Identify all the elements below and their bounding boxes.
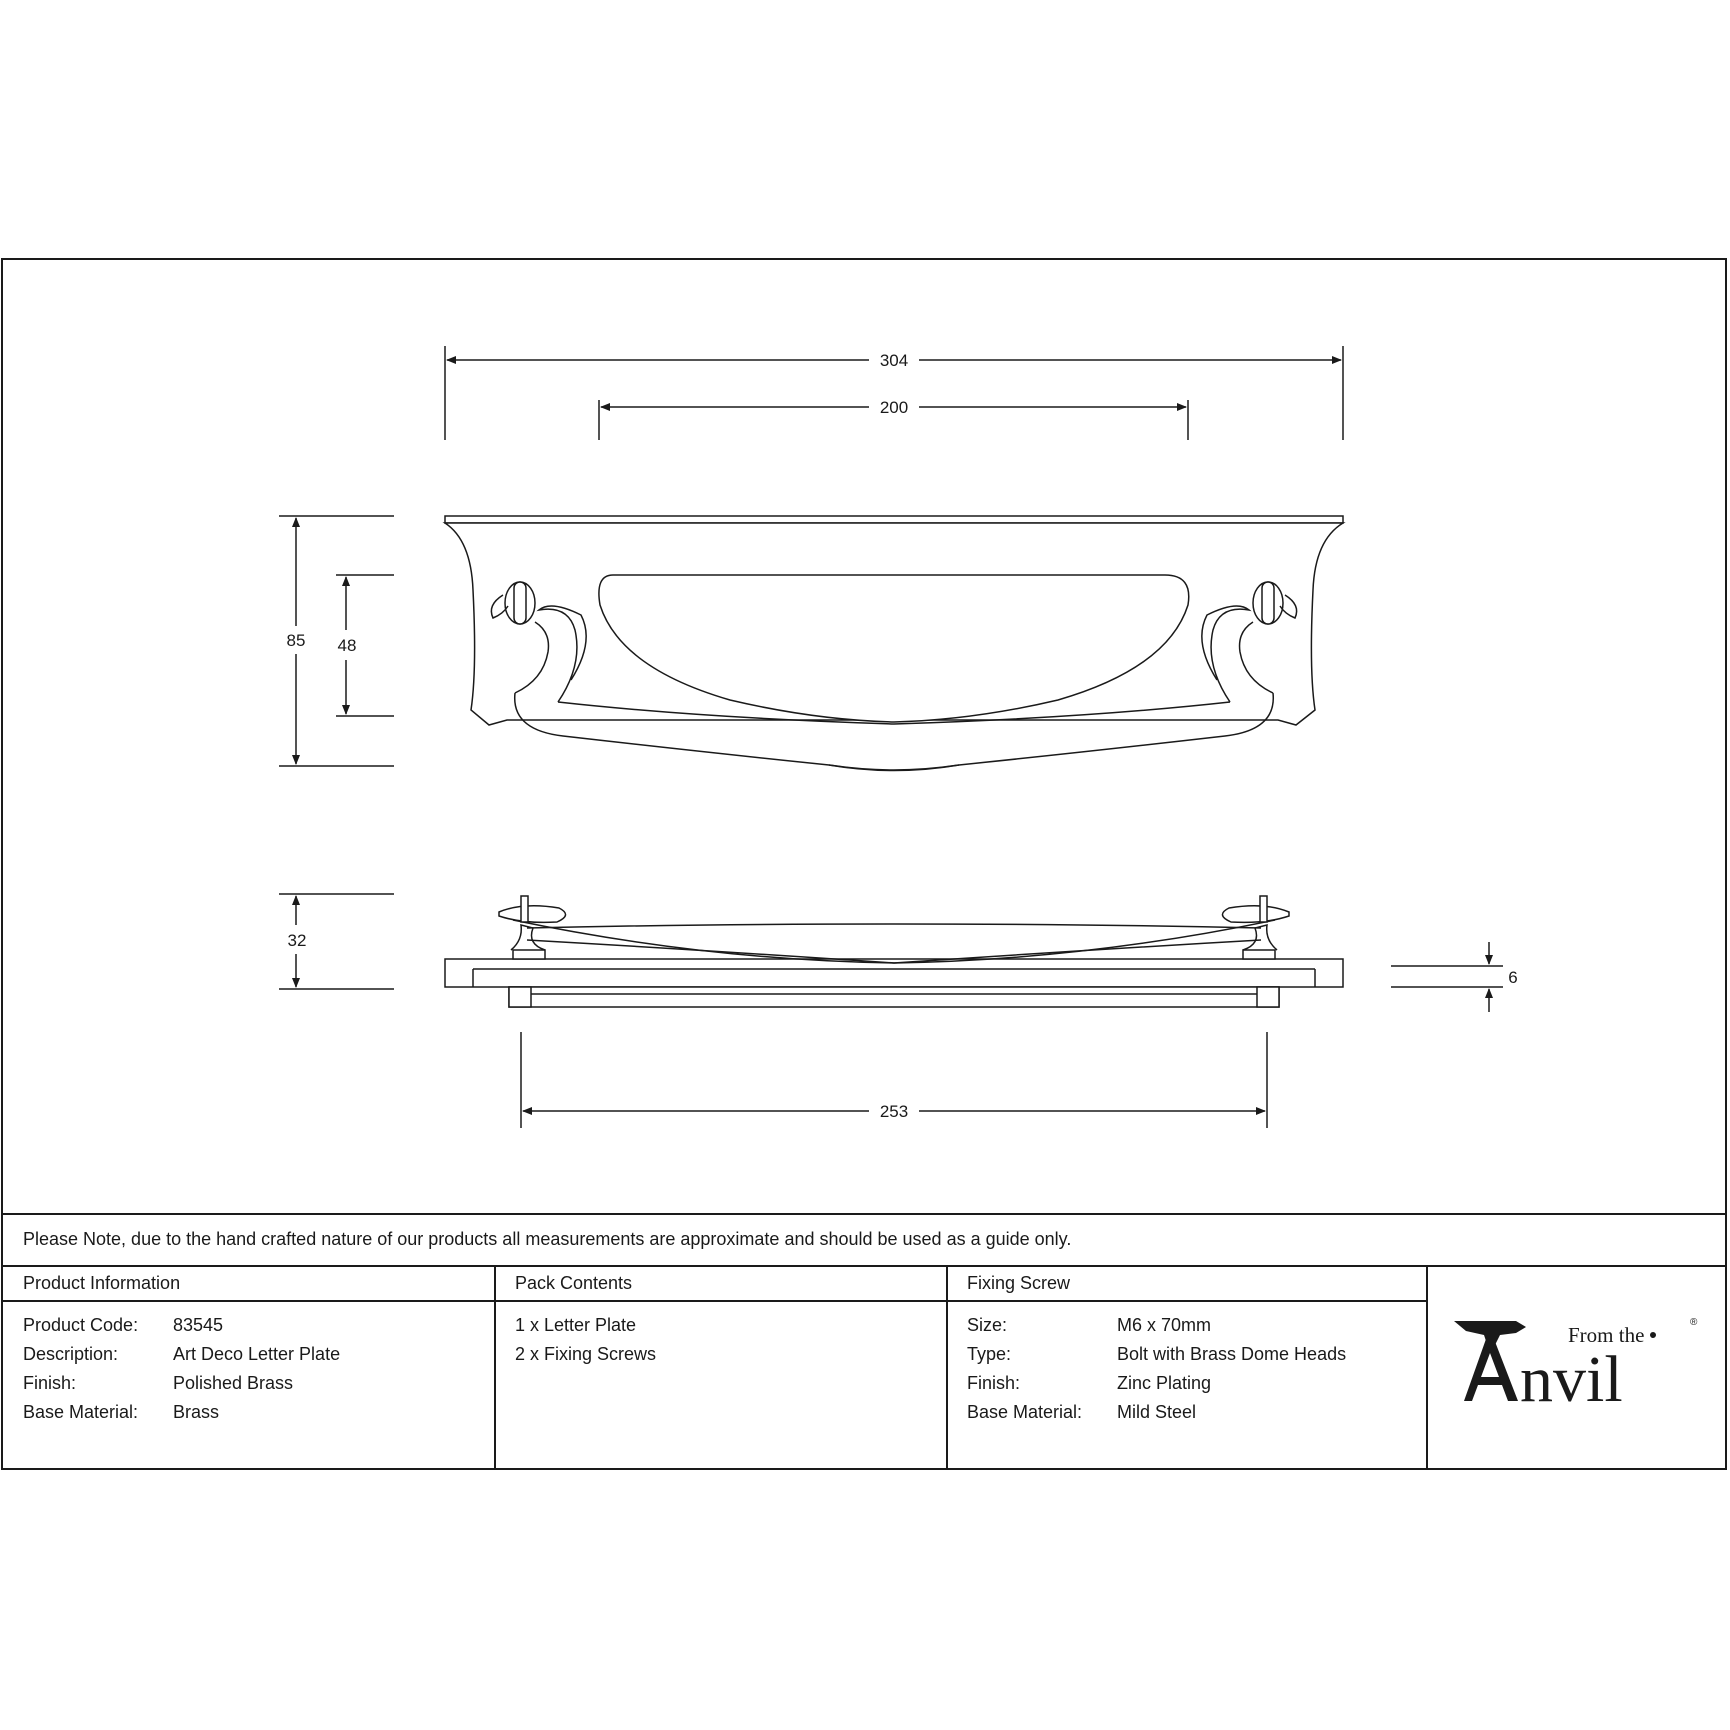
dimension-fixing-centres	[521, 1032, 1267, 1128]
row-value: Art Deco Letter Plate	[173, 1344, 341, 1364]
pack-item: 1 x Letter Plate	[515, 1315, 637, 1335]
base-material-row	[23, 1398, 483, 1427]
screw-size-row	[967, 1311, 1417, 1340]
dimension-slot-width	[599, 398, 1188, 440]
measurement-note: Please Note, due to the hand crafted nature of our products all measurements are approximate and should be used as a guide only.	[23, 1229, 1072, 1249]
row-value: Brass	[173, 1402, 220, 1422]
dimension-overall-width	[445, 346, 1343, 440]
drawing-sheet	[1, 258, 1727, 1470]
pack-contents-list	[515, 1311, 935, 1369]
dim-253-label: 253	[879, 1102, 909, 1121]
dimension-projection	[279, 894, 394, 989]
row-value: Zinc Plating	[1117, 1373, 1212, 1393]
logo-dot	[1650, 1332, 1656, 1338]
dimension-overall-height	[279, 516, 394, 766]
anvil-logo-graphic	[1428, 1265, 1725, 1468]
pack-item: 2 x Fixing Screws	[515, 1344, 657, 1364]
row-label: Description:	[23, 1344, 119, 1364]
header-divider	[3, 1300, 1426, 1302]
product-information-rows	[23, 1311, 483, 1427]
description-row	[23, 1340, 483, 1369]
row-label: Product Code:	[23, 1315, 139, 1335]
row-label: Type:	[967, 1344, 1012, 1364]
logo-small-text: From the	[1568, 1323, 1645, 1347]
info-panel	[3, 1213, 1725, 1468]
dim-48-label: 48	[337, 636, 357, 655]
fixing-screw-rows	[967, 1311, 1417, 1427]
product-code-row	[23, 1311, 483, 1340]
dim-32-label: 32	[287, 931, 307, 950]
technical-drawing	[3, 260, 1725, 1213]
row-value: Bolt with Brass Dome Heads	[1117, 1344, 1347, 1364]
finish-row	[23, 1369, 483, 1398]
row-label: Base Material:	[967, 1402, 1083, 1422]
from-the-anvil-logo	[1428, 1265, 1725, 1468]
product-information-heading: Product Information	[23, 1273, 181, 1293]
dim-200-label: 200	[879, 398, 909, 417]
dim-85-label: 85	[286, 631, 306, 650]
letter-plate-front-view	[445, 516, 1343, 771]
row-label: Size:	[967, 1315, 1008, 1335]
dimension-slot-height	[336, 575, 394, 716]
dim-6-label: 6	[1508, 968, 1518, 987]
dim-304-label: 304	[879, 351, 909, 370]
pack-contents-heading: Pack Contents	[515, 1273, 633, 1293]
dimension-plate-thickness	[1391, 942, 1518, 1012]
row-value: Polished Brass	[173, 1373, 294, 1393]
row-value: M6 x 70mm	[1117, 1315, 1212, 1335]
row-label: Base Material:	[23, 1402, 139, 1422]
letter-plate-side-view	[445, 896, 1343, 1007]
screw-type-row	[967, 1340, 1417, 1369]
row-label: Finish:	[23, 1373, 77, 1393]
row-value: 83545	[173, 1315, 224, 1335]
logo-large-text: nvil	[1520, 1343, 1623, 1416]
row-value: Mild Steel	[1117, 1402, 1197, 1422]
registered-mark: ®	[1690, 1317, 1698, 1328]
screw-material-row	[967, 1398, 1417, 1427]
column-divider	[946, 1265, 948, 1468]
column-divider	[494, 1265, 496, 1468]
fixing-screw-heading: Fixing Screw	[967, 1273, 1071, 1293]
screw-finish-row	[967, 1369, 1417, 1398]
row-label: Finish:	[967, 1373, 1021, 1393]
